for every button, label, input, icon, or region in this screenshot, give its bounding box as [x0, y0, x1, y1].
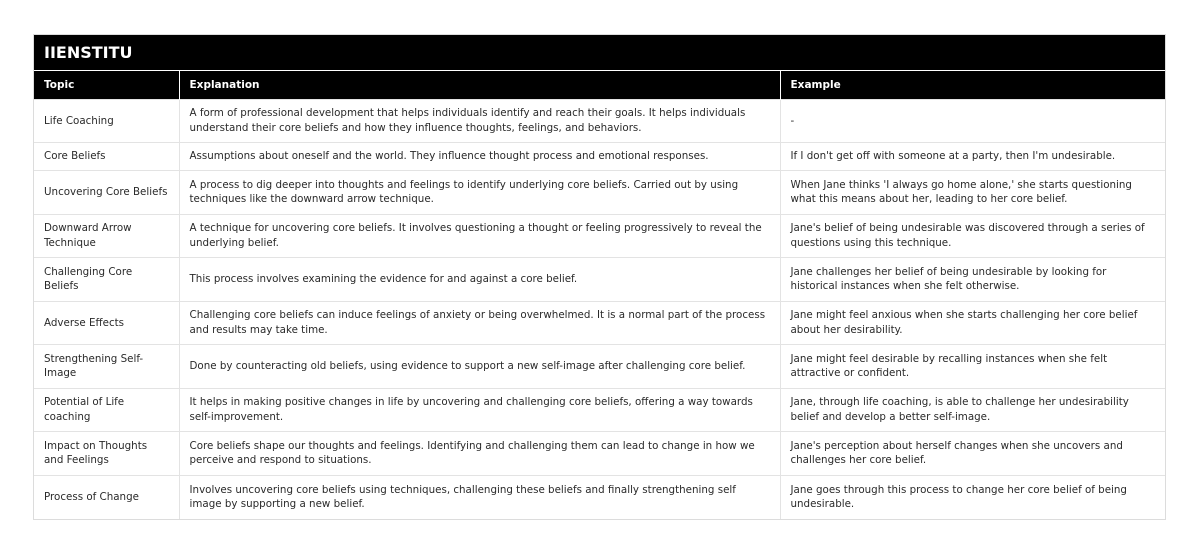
- cell-example: Jane might feel anxious when she starts challenging her core belief about her desirability.: [780, 301, 1165, 345]
- cell-explanation: This process involves examining the evidence for and against a core belief.: [179, 258, 780, 302]
- table-row: [34, 171, 1165, 215]
- table-row: [34, 258, 1165, 302]
- cell-explanation: Done by counteracting old beliefs, using evidence to support a new self-image after challenging core belief.: [179, 345, 780, 389]
- header-example: Example: [780, 71, 1165, 99]
- table-row: [34, 388, 1165, 432]
- cell-example: -: [780, 99, 1165, 143]
- cell-topic: Life Coaching: [34, 99, 179, 143]
- cell-example: Jane's perception about herself changes when she uncovers and challenges her core belief.: [780, 432, 1165, 476]
- cell-topic: Core Beliefs: [34, 143, 179, 171]
- table-row: [34, 214, 1165, 258]
- cell-explanation: A process to dig deeper into thoughts and feelings to identify underlying core beliefs. Carried out by using techniques like the downward arrow technique.: [179, 171, 780, 215]
- cell-example: Jane's belief of being undesirable was discovered through a series of questions using this technique.: [780, 214, 1165, 258]
- cell-topic: Uncovering Core Beliefs: [34, 171, 179, 215]
- table-row: [34, 345, 1165, 389]
- cell-example: Jane challenges her belief of being undesirable by looking for historical instances when she felt otherwise.: [780, 258, 1165, 302]
- cell-example: Jane goes through this process to change her core belief of being undesirable.: [780, 475, 1165, 519]
- cell-topic: Strengthening Self-Image: [34, 345, 179, 389]
- table-header-row: [34, 71, 1165, 99]
- table-row: [34, 432, 1165, 476]
- table-row: [34, 143, 1165, 171]
- info-table-card: [33, 34, 1166, 520]
- cell-example: Jane might feel desirable by recalling instances when she felt attractive or confident.: [780, 345, 1165, 389]
- cell-example: If I don't get off with someone at a party, then I'm undesirable.: [780, 143, 1165, 171]
- cell-explanation: It helps in making positive changes in life by uncovering and challenging core beliefs, offering a way towards self-improvement.: [179, 388, 780, 432]
- cell-explanation: Challenging core beliefs can induce feelings of anxiety or being overwhelmed. It is a normal part of the process and results may take time.: [179, 301, 780, 345]
- header-topic: Topic: [34, 71, 179, 99]
- cell-topic: Process of Change: [34, 475, 179, 519]
- cell-explanation: Assumptions about oneself and the world. They influence thought process and emotional responses.: [179, 143, 780, 171]
- cell-topic: Adverse Effects: [34, 301, 179, 345]
- cell-topic: Challenging Core Beliefs: [34, 258, 179, 302]
- table-row: [34, 99, 1165, 143]
- cell-example: Jane, through life coaching, is able to challenge her undesirability belief and develop a better self-image.: [780, 388, 1165, 432]
- cell-explanation: Core beliefs shape our thoughts and feelings. Identifying and challenging them can lead to change in how we perceive and respond to situations.: [179, 432, 780, 476]
- cell-explanation: A form of professional development that helps individuals identify and reach their goals. It helps individuals understand their core beliefs and how they influence thoughts, feelings, and behaviors.: [179, 99, 780, 143]
- topics-table: [34, 71, 1165, 519]
- cell-topic: Potential of Life coaching: [34, 388, 179, 432]
- header-explanation: Explanation: [179, 71, 780, 99]
- brand-title: IIENSTITU: [34, 35, 1165, 71]
- cell-example: When Jane thinks 'I always go home alone,' she starts questioning what this means about her, leading to her core belief.: [780, 171, 1165, 215]
- cell-explanation: Involves uncovering core beliefs using techniques, challenging these beliefs and finally strengthening self image by supporting a new belief.: [179, 475, 780, 519]
- table-row: [34, 475, 1165, 519]
- cell-topic: Downward Arrow Technique: [34, 214, 179, 258]
- table-row: [34, 301, 1165, 345]
- cell-explanation: A technique for uncovering core beliefs. It involves questioning a thought or feeling progressively to reveal the underlying belief.: [179, 214, 780, 258]
- cell-topic: Impact on Thoughts and Feelings: [34, 432, 179, 476]
